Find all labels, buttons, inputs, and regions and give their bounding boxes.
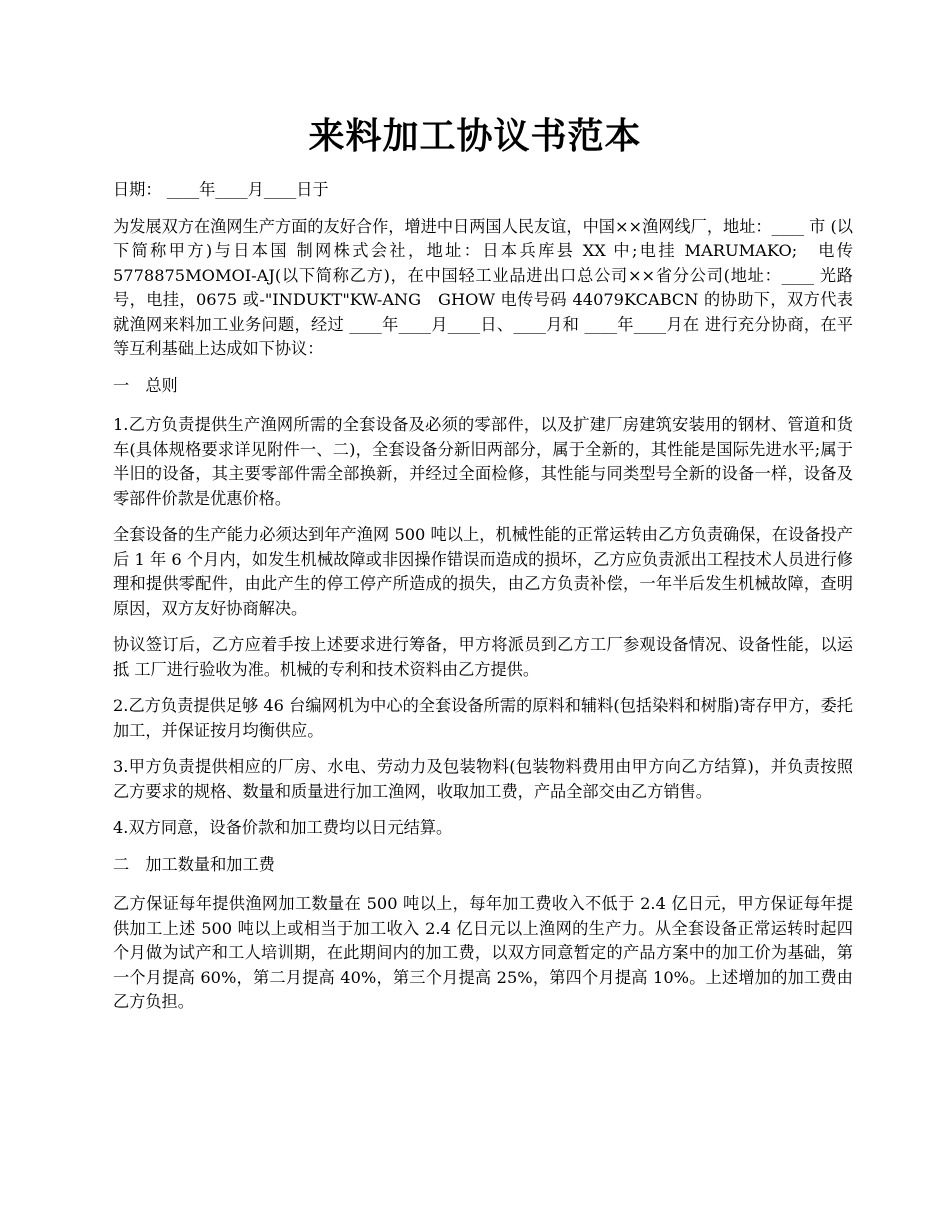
clause-2: 2.乙方负责提供足够 46 台编网机为中心的全套设备所需的原料和辅料(包括染料和树脂)寄存甲方，委托加工，并保证按月均衡供应。: [113, 696, 853, 740]
clause-1-paragraph-2: 全套设备的生产能力必须达到年产渔网 500 吨以上，机械性能的正常运转由乙方负责确保，在设备投产后 1 年 6 个月内，如发生机械故障或非因操作错误而造成的损坏，乙方应负责派出工程技术人员进行修理和提供零配件，由此产生的停工停产所造成的损失，由乙方负责补偿，一年半后发生机械故障，查明原因，双方友好协商解决。: [113, 525, 853, 618]
clause-4: 4.双方同意，设备价款和加工费均以日元结算。: [113, 818, 453, 837]
document-title: 来料加工协议书范本: [308, 115, 642, 157]
date-line: 日期： ____年____月____日于: [113, 180, 329, 199]
clause-1: 1.乙方负责提供生产渔网所需的全套设备及必须的零部件，以及扩建厂房建筑安装用的钢材、管道和货车(具体规格要求详见附件一、二)，全套设备分新旧两部分，属于全新的，其性能是国际先进水平;属于半旧的设备，其主要零部件需全部换新，并经过全面检修，其性能与同类型号全新的设备一样，设备及零部件价款是优惠价格。: [113, 415, 853, 508]
clause-1-paragraph-3: 协议签订后，乙方应着手按上述要求进行筹备，甲方将派员到乙方工厂参观设备情况、设备性能，以运抵 工厂进行验收为准。机械的专利和技术资料由乙方提供。: [113, 635, 853, 679]
section-heading-processing: 二 加工数量和加工费: [113, 854, 275, 874]
intro-paragraph: 为发展双方在渔网生产方面的友好合作，增进中日两国人民友谊，中国××渔网线厂，地址：____ 市 (以下简称甲方)与日本国 制网株式会社，地址：日本兵库县 XX 中;电挂 MARUMAKO; 电传 5778875MOMOI-AJ(以下简称乙方)，在中国轻工业品进出口总公司××省分公司(地址：____ 光路 号，电挂，0675 或-"INDUKT"KW-ANG GHOW 电传号码 44079KCABCN 的协助下，双方代表就渔网来料加工业务问题，经过 ____年____月____日、____月和 ____年____月在 进行充分协商，在平等互利基础上达成如下协议：: [113, 216, 853, 358]
section-2-paragraph-1: 乙方保证每年提供渔网加工数量在 500 吨以上，每年加工费收入不低于 2.4 亿日元，甲方保证每年提供加工上述 500 吨以上或相当于加工收入 2.4 亿日元以上渔网的生产力。从全套设备正常运转时起四个月做为试产和工人培训期，在此期间内的加工费，以双方同意暂定的产品方案中的加工价为基础，第一个月提高 60%，第二月提高 40%，第三个月提高 25%，第四个月提高 10%。上述增加的加工费由乙方负担。: [113, 894, 853, 1011]
section-heading-general: 一 总则: [113, 375, 178, 395]
clause-3: 3.甲方负责提供相应的厂房、水电、劳动力及包装物料(包装物料费用由甲方向乙方结算)，并负责按照乙方要求的规格、数量和质量进行加工渔网，收取加工费，产品全部交由乙方销售。: [113, 757, 853, 801]
document-body: [113, 178, 853, 1027]
